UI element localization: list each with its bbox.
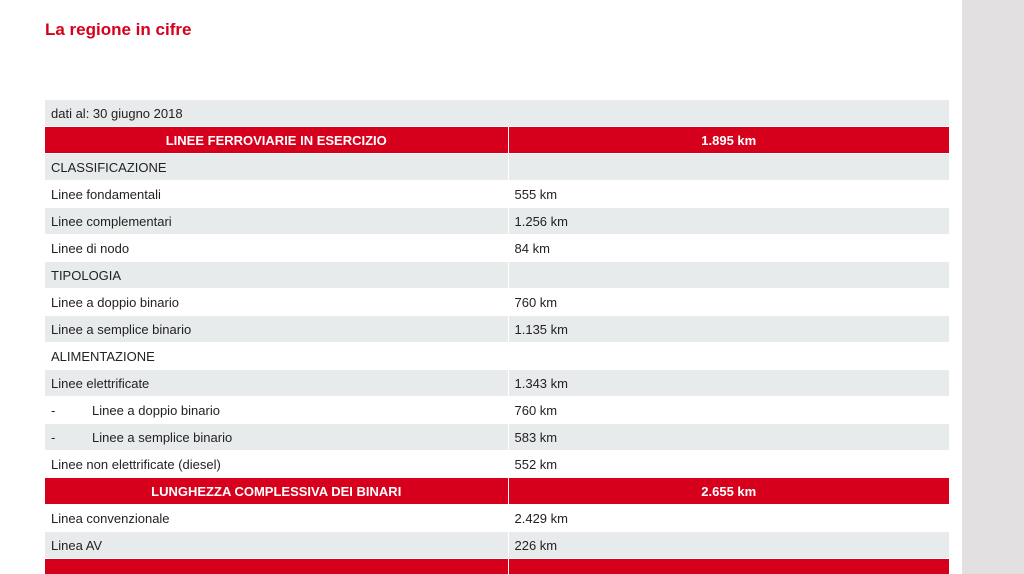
row-value: 1.343 km [508,370,949,397]
table-row [45,343,949,370]
row-value: 760 km [508,397,949,424]
statistics-table-container [45,99,949,574]
section-header-row [45,478,949,505]
row-value [508,154,949,181]
table-row [45,316,949,343]
table-row [45,235,949,262]
row-value: 84 km [508,235,949,262]
page-title: La regione in cifre [45,20,192,39]
date-row [45,100,949,127]
table-row [45,532,949,559]
row-label: Linea AV [45,532,508,559]
row-label: Linee a semplice binario [92,429,233,445]
row-label: Linee elettrificate [45,370,508,397]
section-header-value-cut [508,559,949,574]
row-value: 226 km [508,532,949,559]
section-header-value: 1.895 km [508,127,949,154]
section-header-label-cut [45,559,508,574]
table-row [45,370,949,397]
statistics-table [45,99,949,574]
table-row [45,397,949,424]
row-value [508,262,949,289]
row-label: Linee fondamentali [45,181,508,208]
row-value: 1.135 km [508,316,949,343]
row-prefix: - [51,429,56,445]
row-label: Linee non elettrificate (diesel) [45,451,508,478]
section-header-label: LUNGHEZZA COMPLESSIVA DEI BINARI [45,478,508,505]
row-value: 1.256 km [508,208,949,235]
section-header-value: 2.655 km [508,478,949,505]
row-label: Linee a doppio binario [45,289,508,316]
row-prefix: - [51,402,56,418]
row-label-cell [45,397,508,424]
row-value: 555 km [508,181,949,208]
row-value [508,343,949,370]
row-value: 552 km [508,451,949,478]
table-row [45,181,949,208]
row-value: 2.429 km [508,505,949,532]
row-label: TIPOLOGIA [45,262,508,289]
table-row [45,289,949,316]
section-header-row [45,559,949,574]
table-row [45,505,949,532]
row-value: 760 km [508,289,949,316]
row-value: 583 km [508,424,949,451]
table-row [45,154,949,181]
row-label: Linea convenzionale [45,505,508,532]
row-label: CLASSIFICAZIONE [45,154,508,181]
section-header-row [45,127,949,154]
row-label-cell [45,424,508,451]
row-label: Linee complementari [45,208,508,235]
row-label: Linee a semplice binario [45,316,508,343]
row-label: Linee a doppio binario [92,402,220,418]
section-header-label: LINEE FERROVIARIE IN ESERCIZIO [45,127,508,154]
right-sidebar [962,0,1024,574]
table-row [45,451,949,478]
table-row [45,424,949,451]
table-row [45,262,949,289]
date-label: dati al: 30 giugno 2018 [45,100,949,127]
row-label: Linee di nodo [45,235,508,262]
row-label: ALIMENTAZIONE [45,343,508,370]
table-row [45,208,949,235]
